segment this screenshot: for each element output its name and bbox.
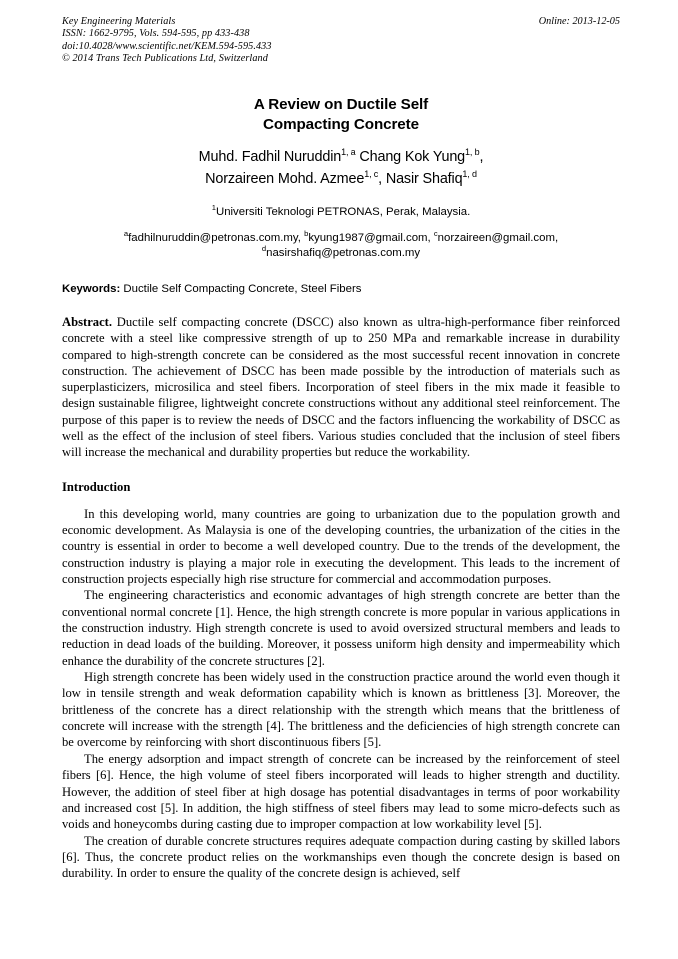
- email-address-4: nasirshafiq@petronas.com.my: [266, 246, 421, 259]
- author-affil-marker-1: 1, a: [341, 147, 356, 158]
- author-affil-marker-4: 1, d: [462, 169, 477, 180]
- paragraph: In this developing world, many countries are going to urbanization due to the population growth and economic development. As Malaysia is one of the developing countries, the urbanization of the cities in the country is essential in order to become a well developed country. Due to the trends of the development, the construction industry is playing a major role in executing the development. This leads to the increment of construction projects especially high rise structure for commercial and accommodation purposes.: [62, 506, 620, 587]
- author-name-4: , Nasir Shafiq: [378, 171, 463, 187]
- paragraph: The energy adsorption and impact strength of concrete can be increased by the reinforcement of steel fibers [6]. Hence, the high volume of steel fibers incorporated will leads to higher strength and ductility. However, the addition of steel fiber at high dosage has potential disadvantages in terms of poor workability and increased cost [5]. In addition, the high stiffness of steel fibers may lead to some micro-defects such as voids and honeycombs during casting due to improper compaction at low workability level [5].: [62, 751, 620, 832]
- page-title: [62, 95, 620, 134]
- doi-line: doi:10.4028/www.scientific.net/KEM.594-595.433: [62, 40, 272, 52]
- author-name-2: Chang Kok Yung: [355, 149, 466, 165]
- title-line-2: Compacting Concrete: [263, 115, 419, 133]
- introduction-body: [62, 506, 620, 882]
- journal-running-header: [62, 16, 620, 74]
- author-line-2: [62, 168, 620, 190]
- paragraph: High strength concrete has been widely used in the construction practice around the world even though it low in tensile strength and weak deformation capability which is known as brittleness [3]. Moreover, the brittleness of the concrete has a direct relationship with the strength which means that the brittleness of concrete will increase with the strength [4]. The brittleness and the deficiencies of high strength concrete can be overcome by reinforcing with short discontinuous fibers [5].: [62, 670, 620, 750]
- paragraph: The engineering characteristics and economic advantages of high strength concrete are better than the conventional normal concrete [1]. Hence, the high strength concrete is more popular in various applications in the construction industry. High strength concrete is used to avoid oversized structural members and leads to reduction in dead loads of the building. Moreover, it possess uniform high density and impermeability which enhance the durability of the concrete structures [2].: [62, 588, 620, 668]
- email-address-2: kyung1987@gmail.com,: [308, 232, 434, 244]
- keywords-section: [62, 282, 620, 296]
- author-emails: [62, 231, 620, 260]
- journal-name: Key Engineering Materials: [62, 16, 176, 27]
- author-affil-marker-3: 1, c: [364, 169, 379, 180]
- abstract-text: Ductile self compacting concrete (DSCC) also known as ultra-high-performance fiber reinforced concrete with a steel like compressive strength of up to 250 MPa and remarkable increase in durability compared to high-strength concrete can be considered as the most successful recent innovation in concrete construction. The achievement of DSCC has been made possible by the introduction of materials such as superplasticizers, microsilica and steel fibers. Incorporation of steel fibers in the mix made it feasible to design sustainable filigree, lightweight concrete constructions without any additional steel reinforcement. The purpose of this paper is to review the needs of DSCC and the factors influencing the workability of DSCC as well as the effect of the inclusion of steel fibers. Various studies concluded that the inclusion of steel fibers will increase the mechanical and durability properties but reduce the workability.: [62, 315, 620, 460]
- author-line-1: [62, 146, 620, 168]
- header-metadata-block: [62, 16, 620, 66]
- author-name-1: Muhd. Fadhil Nuruddin: [198, 149, 342, 165]
- email-address-3: norzaireen@gmail.com,: [437, 232, 559, 244]
- abstract-section: [62, 314, 620, 461]
- keywords-label: Keywords:: [62, 283, 121, 295]
- email-line-2: [62, 243, 620, 261]
- issn-volume-pages: ISSN: 1662-9795, Vols. 594-595, pp 433-438: [62, 28, 250, 40]
- email-address-1: fadhilnuruddin@petronas.com.my,: [128, 232, 305, 244]
- email-line-1: [123, 229, 559, 244]
- affiliation-text: Universiti Teknologi PETRONAS, Perak, Malaysia.: [215, 206, 471, 218]
- author-list: [62, 146, 620, 190]
- email-marker-c: c: [433, 229, 438, 239]
- author-affil-marker-2: 1, b: [465, 147, 480, 158]
- keywords-text: Ductile Self Compacting Concrete, Steel Fibers: [120, 283, 362, 295]
- author-line-1-tail: ,: [479, 149, 484, 165]
- online-publication-date: Online: 2013-12-05: [538, 16, 620, 27]
- author-name-3: Norzaireen Mohd. Azmee: [205, 171, 365, 187]
- affiliation-marker: 1: [211, 203, 216, 213]
- section-heading-introduction: Introduction: [62, 479, 131, 494]
- email-marker-a: a: [123, 229, 129, 239]
- email-marker-d: d: [261, 243, 267, 253]
- paragraph: The creation of durable concrete structures requires adequate compaction during casting by skilled labors [6]. Thus, the concrete product relies on the workmanships even though the concrete design is based on durability. In order to ensure the quality of the concrete design is achieved, self: [62, 833, 620, 881]
- email-marker-b: b: [304, 229, 309, 239]
- affiliation: [62, 205, 620, 219]
- abstract-label: Abstract.: [62, 315, 113, 329]
- copyright-line: © 2014 Trans Tech Publications Ltd, Switzerland: [62, 53, 268, 65]
- title-line-1: A Review on Ductile Self: [253, 96, 429, 113]
